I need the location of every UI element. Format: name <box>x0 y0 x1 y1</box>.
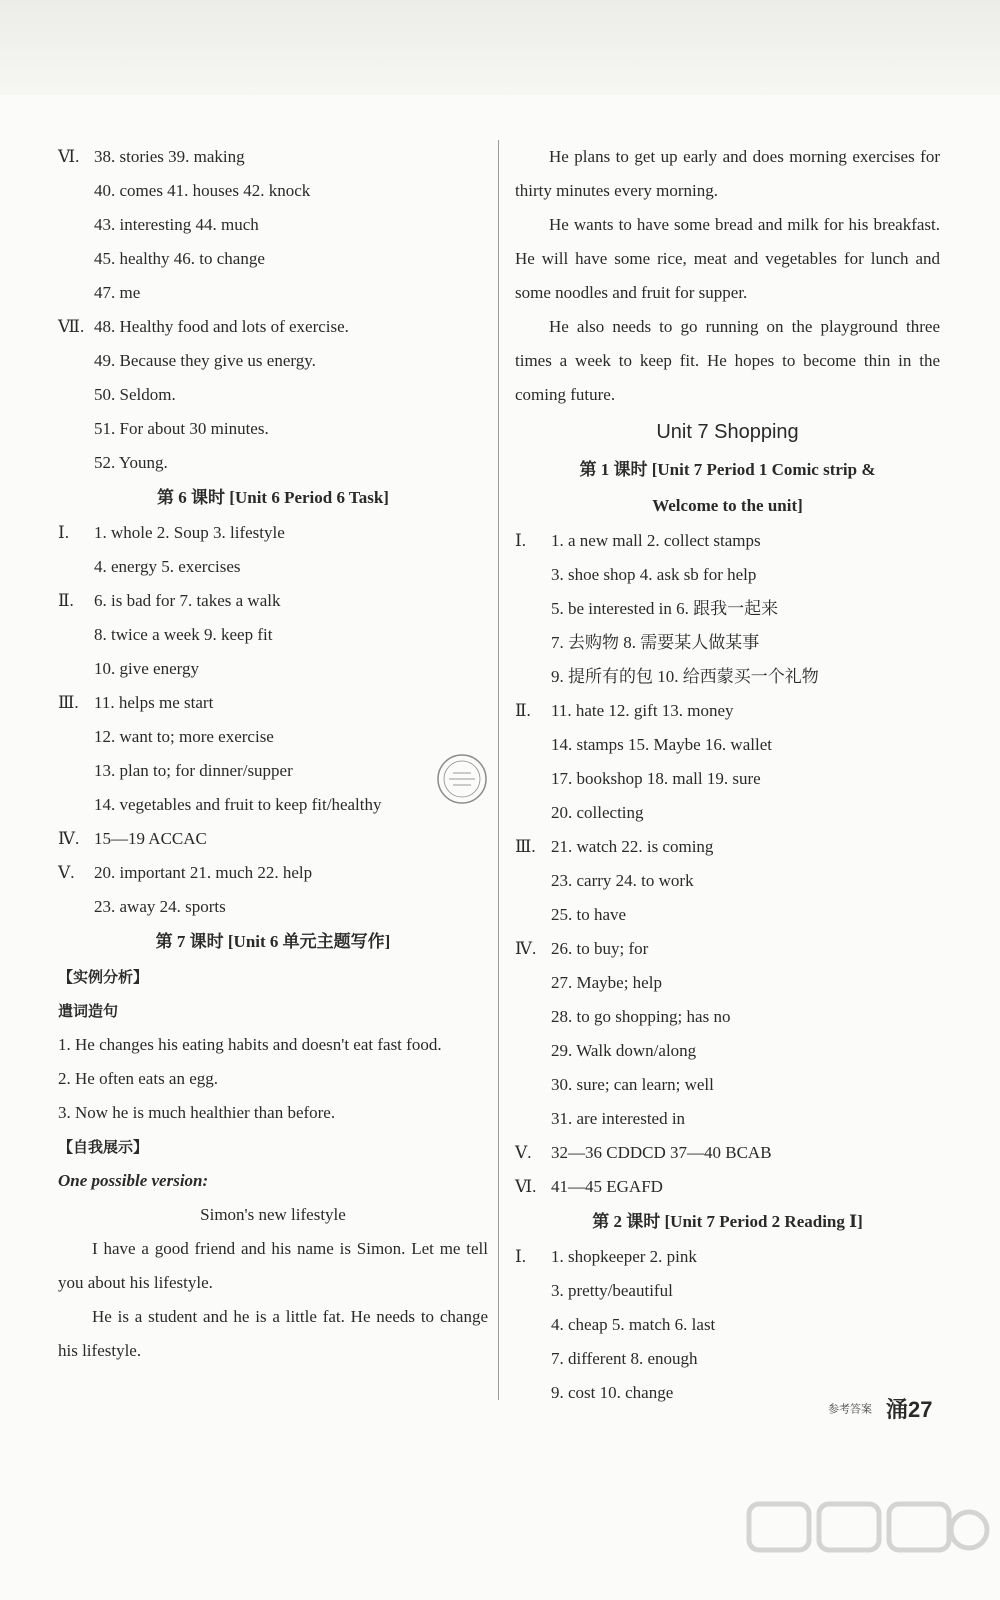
answer-text: 11. helps me start <box>94 693 214 712</box>
answer-row <box>515 796 940 830</box>
answer-text: 29. Walk down/along <box>551 1041 697 1060</box>
answer-text: 21. watch 22. is coming <box>551 837 714 856</box>
sentence-item: 1. He changes his eating habits and doesn't eat fast food. <box>58 1035 442 1054</box>
answer-text: 3. pretty/beautiful <box>551 1281 673 1300</box>
answer-text: 10. give energy <box>94 659 199 678</box>
answer-row <box>515 762 940 796</box>
answer-text: 48. Healthy food and lots of exercise. <box>94 317 349 336</box>
section-label: 【自我展示】 <box>58 1138 149 1156</box>
answer-row <box>515 1342 940 1376</box>
answer-text: 20. collecting <box>551 803 644 822</box>
left-column <box>58 140 488 1368</box>
answer-text: 27. Maybe; help <box>551 973 662 992</box>
answer-text: 30. sure; can learn; well <box>551 1075 714 1094</box>
essay-paragraph: He wants to have some bread and milk for his breakfast. He will have some rice, meat and vegetables for lunch and some noodles and fruit for supper. <box>515 215 940 302</box>
answer-row <box>58 276 488 310</box>
sentence-item: 2. He often eats an egg. <box>58 1069 219 1088</box>
answer-row <box>515 728 940 762</box>
answer-text: 17. bookshop 18. mall 19. sure <box>551 769 761 788</box>
answer-text: 40. comes 41. houses 42. knock <box>94 181 311 200</box>
answer-row <box>515 1000 940 1034</box>
answer-row <box>515 660 940 694</box>
answer-row <box>515 1170 940 1204</box>
answer-text: 31. are interested in <box>551 1109 686 1128</box>
answer-text: 8. twice a week 9. keep fit <box>94 625 273 644</box>
lesson-heading: 第 7 课时 [Unit 6 单元主题写作] <box>155 932 391 951</box>
answer-row <box>58 516 488 550</box>
answer-row <box>515 966 940 1000</box>
answer-row <box>515 592 940 626</box>
answer-text: 6. is bad for 7. takes a walk <box>94 591 281 610</box>
answer-text: 4. energy 5. exercises <box>94 557 241 576</box>
section-numeral: Ⅴ. <box>515 1143 532 1162</box>
section-numeral: Ⅴ. <box>58 863 75 882</box>
answer-row <box>515 1034 940 1068</box>
answer-text: 25. to have <box>551 905 627 924</box>
answer-row <box>58 208 488 242</box>
page-footer <box>828 1393 932 1424</box>
answer-text: 15—19 ACCAC <box>94 829 207 848</box>
answer-text: 14. stamps 15. Maybe 16. wallet <box>551 735 772 754</box>
answer-row <box>58 584 488 618</box>
answer-text: 47. me <box>94 283 141 302</box>
answer-row <box>58 344 488 378</box>
answer-row <box>515 1308 940 1342</box>
answer-text: 1. shopkeeper 2. pink <box>551 1247 697 1266</box>
section-numeral: Ⅱ. <box>58 591 74 610</box>
answer-text: 26. to buy; for <box>551 939 649 958</box>
answer-row <box>515 1136 940 1170</box>
answer-row <box>58 856 488 890</box>
answer-text: 32—36 CDDCD 37—40 BCAB <box>551 1143 772 1162</box>
answer-text: 43. interesting 44. much <box>94 215 259 234</box>
answer-text: 13. plan to; for dinner/supper <box>94 761 293 780</box>
answer-row <box>515 694 940 728</box>
answer-text: 1. a new mall 2. collect stamps <box>551 531 761 550</box>
answer-row <box>58 550 488 584</box>
column-divider <box>498 140 499 1400</box>
answer-text: 45. healthy 46. to change <box>94 249 265 268</box>
section-numeral: Ⅵ. <box>515 1177 537 1196</box>
answer-text: 4. cheap 5. match 6. last <box>551 1315 716 1334</box>
essay-paragraph: He is a student and he is a little fat. He needs to change his lifestyle. <box>58 1307 488 1360</box>
answer-text: 38. stories 39. making <box>94 147 245 166</box>
answer-row <box>58 174 488 208</box>
answer-text: 51. For about 30 minutes. <box>94 419 269 438</box>
answer-row <box>58 788 488 822</box>
answer-row <box>515 1240 940 1274</box>
section-numeral: Ⅳ. <box>515 939 537 958</box>
essay-paragraph: He plans to get up early and does morning exercises for thirty minutes every morning. <box>515 147 940 200</box>
stamp-icon <box>435 752 489 806</box>
lesson-heading: Welcome to the unit] <box>652 496 803 515</box>
answer-row <box>515 864 940 898</box>
section-label: 遣词造句 <box>58 1002 119 1020</box>
answer-row <box>515 524 940 558</box>
answer-text: 1. whole 2. Soup 3. lifestyle <box>94 523 285 542</box>
answer-row <box>58 412 488 446</box>
section-numeral: Ⅲ. <box>58 693 79 712</box>
answer-text: 3. shoe shop 4. ask sb for help <box>551 565 757 584</box>
answer-row <box>515 898 940 932</box>
answer-text: 9. cost 10. change <box>551 1383 674 1402</box>
possible-version-label: One possible version: <box>58 1171 209 1190</box>
sentence-item: 3. Now he is much healthier than before. <box>58 1103 336 1122</box>
essay-title: Simon's new lifestyle <box>200 1205 346 1224</box>
answer-row <box>515 626 940 660</box>
essay-paragraph: He also needs to go running on the playground three times a week to keep fit. He hopes to become thin in the coming future. <box>515 317 940 404</box>
lesson-heading: 第 2 课时 [Unit 7 Period 2 Reading Ⅰ] <box>592 1212 863 1231</box>
answer-row <box>58 720 488 754</box>
answer-row <box>515 932 940 966</box>
section-numeral: Ⅰ. <box>58 523 69 542</box>
answer-text: 14. vegetables and fruit to keep fit/healthy <box>94 795 382 814</box>
answer-row <box>58 686 488 720</box>
answer-row <box>58 310 488 344</box>
answer-text: 28. to go shopping; has no <box>551 1007 731 1026</box>
right-column <box>515 140 940 1410</box>
section-numeral: Ⅱ. <box>515 701 531 720</box>
answer-text: 9. 提所有的包 10. 给西蒙买一个礼物 <box>551 667 819 686</box>
answer-row <box>515 1102 940 1136</box>
section-numeral: Ⅳ. <box>58 829 80 848</box>
page-top-shade <box>0 0 1000 95</box>
lesson-heading: 第 6 课时 [Unit 6 Period 6 Task] <box>157 488 389 507</box>
answer-text: 50. Seldom. <box>94 385 176 404</box>
answer-row <box>58 378 488 412</box>
answer-row <box>58 446 488 480</box>
answer-row <box>58 140 488 174</box>
section-numeral: Ⅵ. <box>58 147 80 166</box>
answer-row <box>515 830 940 864</box>
answer-text: 7. different 8. enough <box>551 1349 698 1368</box>
lesson-heading: 第 1 课时 [Unit 7 Period 1 Comic strip & <box>579 460 876 479</box>
answer-text: 11. hate 12. gift 13. money <box>551 701 734 720</box>
answer-row <box>58 822 488 856</box>
answer-text: 41—45 EGAFD <box>551 1177 663 1196</box>
section-label: 【实例分析】 <box>58 968 149 986</box>
essay-paragraph: I have a good friend and his name is Simon. Let me tell you about his lifestyle. <box>58 1239 488 1292</box>
section-numeral: Ⅰ. <box>515 1247 526 1266</box>
unit-title: Unit 7 Shopping <box>656 421 799 443</box>
watermark-logo-icon <box>745 1500 990 1592</box>
answer-row <box>515 558 940 592</box>
footer-label: 参考答案 <box>828 1402 872 1416</box>
answer-text: 23. carry 24. to work <box>551 871 694 890</box>
answer-text: 5. be interested in 6. 跟我一起来 <box>551 599 779 618</box>
section-numeral: Ⅲ. <box>515 837 536 856</box>
answer-row <box>58 890 488 924</box>
answer-text: 7. 去购物 8. 需要某人做某事 <box>551 633 760 652</box>
page-number: 涌27 <box>886 1397 933 1422</box>
answer-row <box>58 242 488 276</box>
answer-text: 20. important 21. much 22. help <box>94 863 313 882</box>
answer-row <box>515 1274 940 1308</box>
answer-text: 49. Because they give us energy. <box>94 351 316 370</box>
section-numeral: Ⅶ. <box>58 317 85 336</box>
answer-row <box>515 1068 940 1102</box>
answer-row <box>58 754 488 788</box>
answer-text: 23. away 24. sports <box>94 897 226 916</box>
answer-row <box>58 652 488 686</box>
section-numeral: Ⅰ. <box>515 531 526 550</box>
answer-text: 52. Young. <box>94 453 168 472</box>
answer-row <box>58 618 488 652</box>
answer-text: 12. want to; more exercise <box>94 727 274 746</box>
